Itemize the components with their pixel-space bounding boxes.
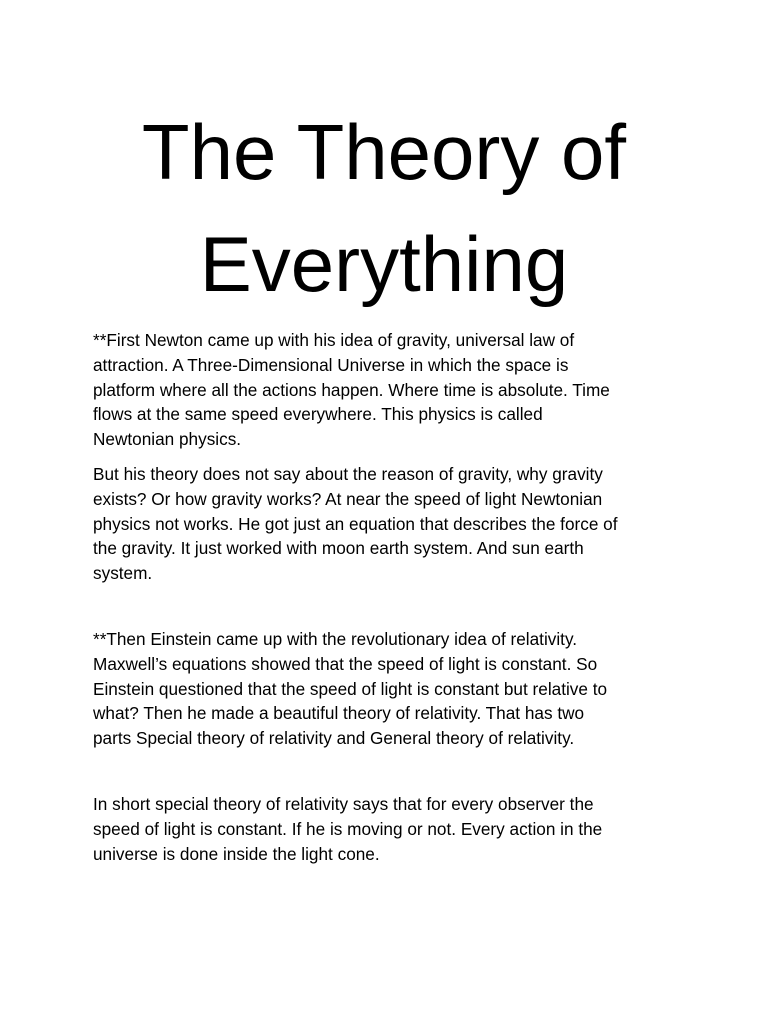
title-line: Everything [199, 220, 569, 308]
text-line: physics not works. He got just an equation that describes the force of [93, 513, 618, 534]
document-body [93, 328, 685, 866]
title-line: The Theory of [141, 108, 627, 196]
paragraph-newton-limits [93, 462, 685, 586]
text-line: system. [93, 563, 153, 584]
paragraph-newton [93, 328, 685, 452]
paragraph-special-relativity [93, 792, 685, 866]
text-line: In short special theory of relativity says that for every observer the [93, 793, 594, 814]
text-line: **Then Einstein came up with the revolutionary idea of relativity. [93, 628, 578, 649]
text-line: speed of light is constant. If he is moving or not. Every action in the [93, 818, 603, 839]
text-line: what? Then he made a beautiful theory of relativity. That has two [93, 703, 585, 724]
text-line: flows at the same speed everywhere. This physics is called [93, 404, 543, 425]
text-line: parts Special theory of relativity and General theory of relativity. [93, 728, 575, 749]
text-line: But his theory does not say about the reason of gravity, why gravity [93, 463, 603, 484]
document-title [0, 96, 768, 320]
text-line: platform where all the actions happen. Where time is absolute. Time [93, 379, 610, 400]
text-line: Maxwell’s equations showed that the speed of light is constant. So [93, 653, 598, 674]
text-line: Newtonian physics. [93, 429, 242, 450]
text-line: exists? Or how gravity works? At near the speed of light Newtonian [93, 488, 603, 509]
text-line: the gravity. It just worked with moon earth system. And sun earth [93, 538, 584, 559]
paragraph-spacer [93, 751, 685, 792]
text-line: **First Newton came up with his idea of gravity, universal law of [93, 330, 575, 350]
text-line: attraction. A Three-Dimensional Universe in which the space is [93, 354, 569, 375]
text-line: universe is done inside the light cone. [93, 843, 380, 864]
text-line: Einstein questioned that the speed of light is constant but relative to [93, 678, 608, 699]
paragraph-einstein [93, 627, 685, 751]
paragraph-spacer [93, 452, 685, 462]
paragraph-spacer [93, 586, 685, 627]
